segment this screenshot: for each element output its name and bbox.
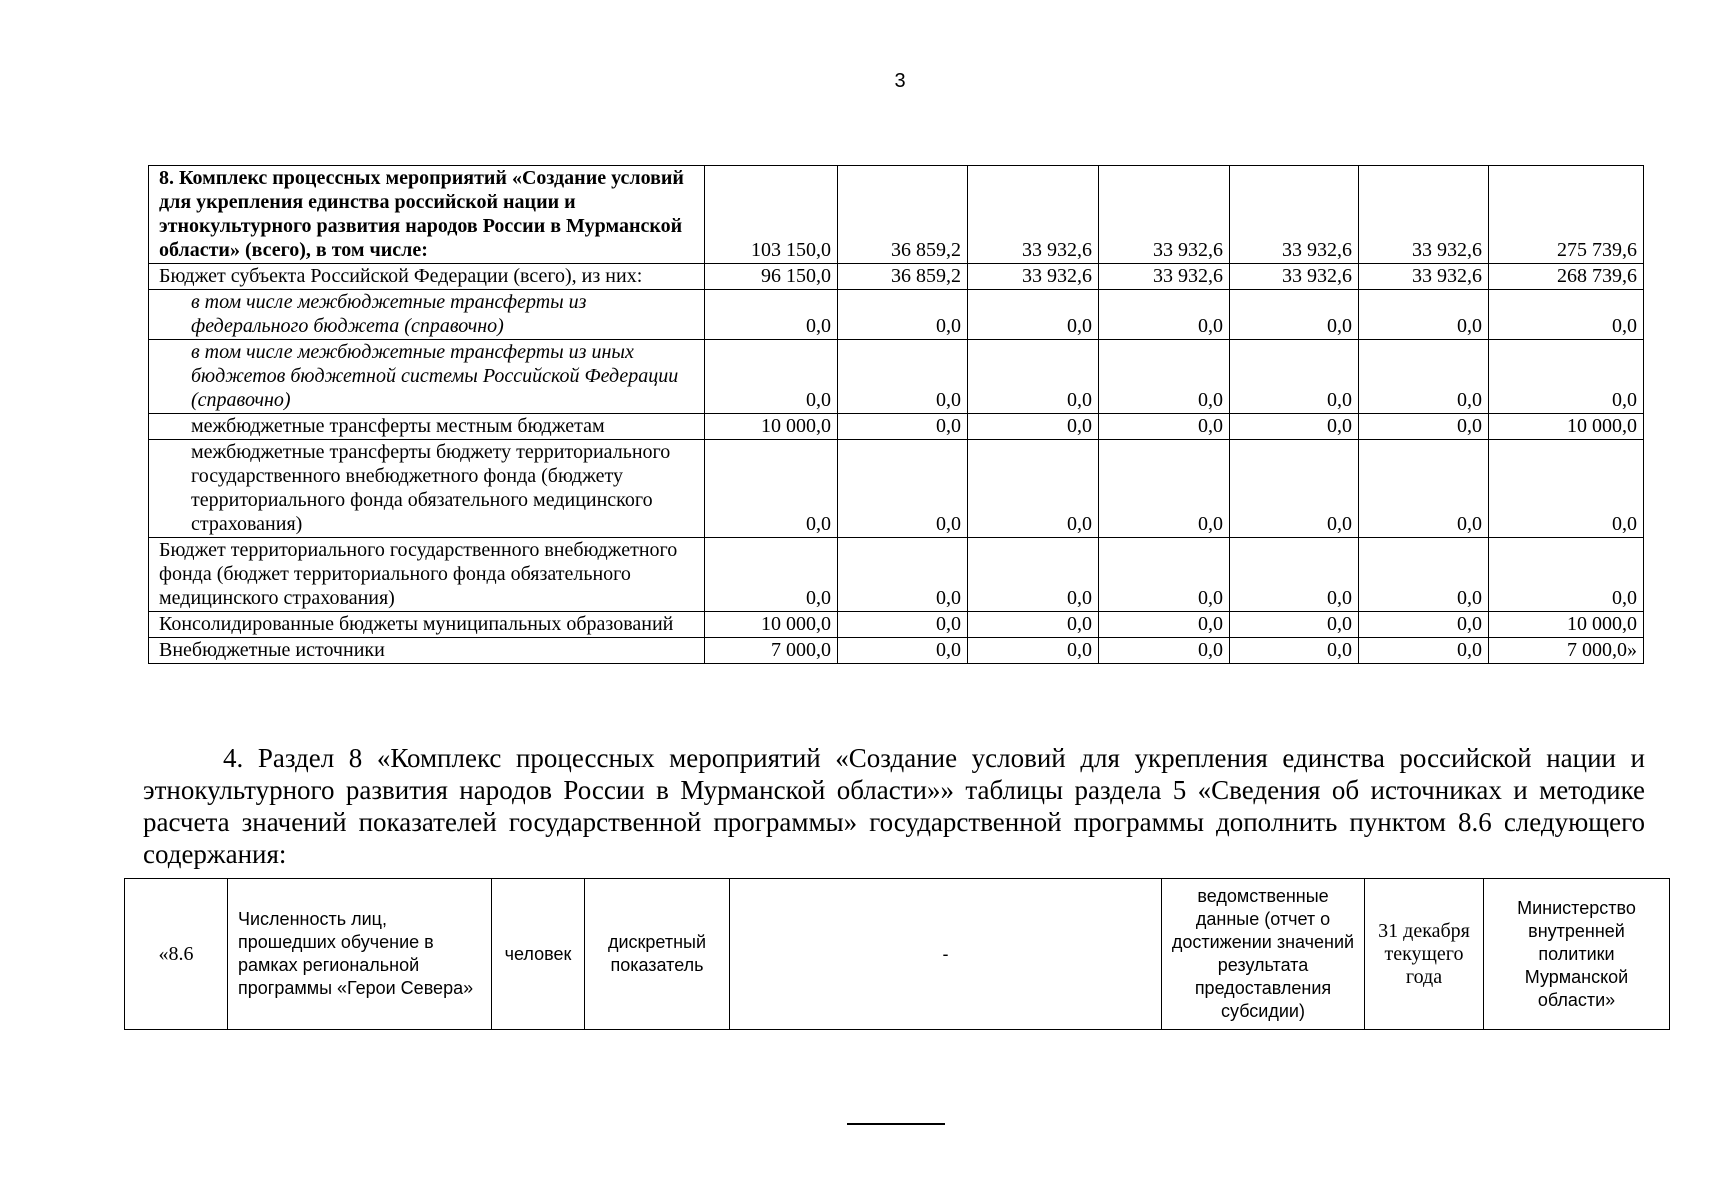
- budget-row-extrabudgetary: [149, 638, 1644, 664]
- value-cell: 0,0: [705, 290, 838, 340]
- value-cell: 10 000,0: [705, 612, 838, 638]
- indicator-number: «8.6: [125, 879, 228, 1030]
- value-cell: 33 932,6: [1230, 264, 1359, 290]
- value-cell: 0,0: [1489, 538, 1644, 612]
- value-cell: 33 932,6: [1230, 166, 1359, 264]
- row-label: 8. Комплекс процессных мероприятий «Создание условий для укрепления единства российской нации и этнокультурного развития народов России в Мурманской области» (всего), в том числе:: [149, 166, 705, 264]
- value-cell: 0,0: [838, 638, 968, 664]
- value-cell: 0,0: [1230, 538, 1359, 612]
- value-cell: 0,0: [1099, 340, 1230, 414]
- budget-row-federal: [149, 290, 1644, 340]
- value-cell: 0,0: [1099, 414, 1230, 440]
- value-cell: 0,0: [1230, 612, 1359, 638]
- value-cell: 0,0: [1359, 538, 1489, 612]
- value-cell: 0,0: [1489, 440, 1644, 538]
- value-cell: 0,0: [968, 538, 1099, 612]
- indicator-method: -: [730, 879, 1162, 1030]
- budget-row-total: [149, 166, 1644, 264]
- value-cell: 0,0: [1099, 612, 1230, 638]
- value-cell: 33 932,6: [1359, 264, 1489, 290]
- row-label: Бюджет субъекта Российской Федерации (всего), из них:: [149, 264, 705, 290]
- value-cell: 0,0: [1230, 340, 1359, 414]
- value-cell: 0,0: [1099, 440, 1230, 538]
- value-cell: 7 000,0: [705, 638, 838, 664]
- value-cell: 0,0: [705, 340, 838, 414]
- value-cell: 0,0: [1359, 612, 1489, 638]
- value-cell: 0,0: [838, 414, 968, 440]
- value-cell: 275 739,6: [1489, 166, 1644, 264]
- page-number: 3: [894, 70, 906, 92]
- value-cell: 33 932,6: [1099, 166, 1230, 264]
- value-cell: 0,0: [1489, 340, 1644, 414]
- value-cell: 33 932,6: [968, 264, 1099, 290]
- indicator-responsible: Министерство внутренней политики Мурманской области»: [1484, 879, 1670, 1030]
- value-cell: 0,0: [1359, 440, 1489, 538]
- row-label: Внебюджетные источники: [149, 638, 705, 664]
- row-label: межбюджетные трансферты местным бюджетам: [149, 414, 705, 440]
- value-cell: 0,0: [1099, 538, 1230, 612]
- indicator-name: Численность лиц, прошедших обучение в рамках региональной программы «Герои Севера»: [228, 879, 492, 1030]
- value-cell: 0,0: [1230, 638, 1359, 664]
- value-cell: 33 932,6: [1099, 264, 1230, 290]
- budget-row-fund-transfers: [149, 440, 1644, 538]
- value-cell: 0,0: [1359, 414, 1489, 440]
- value-cell: 0,0: [1230, 290, 1359, 340]
- row-label: в том числе межбюджетные трансферты из федерального бюджета (справочно): [149, 290, 705, 340]
- value-cell: 0,0: [968, 290, 1099, 340]
- indicator-date: 31 декабря текущего года: [1365, 879, 1484, 1030]
- budget-row-municipal: [149, 612, 1644, 638]
- value-cell: 0,0: [705, 440, 838, 538]
- value-cell: 0,0: [968, 638, 1099, 664]
- indicator-unit: человек: [492, 879, 585, 1030]
- value-cell: 36 859,2: [838, 166, 968, 264]
- indicator-source: ведомственные данные (отчет о достижении значений результата предоставления субсидии): [1162, 879, 1365, 1030]
- value-cell: 0,0: [1359, 340, 1489, 414]
- value-cell: 0,0: [968, 414, 1099, 440]
- indicator-row: [125, 879, 1670, 1030]
- budget-row-local: [149, 414, 1644, 440]
- value-cell: 0,0: [1230, 414, 1359, 440]
- row-label: межбюджетные трансферты бюджету территориального государственного внебюджетного фонда (бюджету территориального фонда обязательного медицинского страхования): [149, 440, 705, 538]
- row-label: Бюджет территориального государственного внебюджетного фонда (бюджет территориального фонда обязательного медицинского страхования): [149, 538, 705, 612]
- value-cell: 103 150,0: [705, 166, 838, 264]
- footer-divider: [847, 1123, 945, 1125]
- value-cell: 0,0: [1359, 638, 1489, 664]
- value-cell: 268 739,6: [1489, 264, 1644, 290]
- value-cell: 7 000,0»: [1489, 638, 1644, 664]
- value-cell: 0,0: [968, 340, 1099, 414]
- value-cell: 0,0: [968, 440, 1099, 538]
- value-cell: 10 000,0: [1489, 414, 1644, 440]
- value-cell: 0,0: [1359, 290, 1489, 340]
- value-cell: 0,0: [838, 538, 968, 612]
- value-cell: 96 150,0: [705, 264, 838, 290]
- value-cell: 0,0: [968, 612, 1099, 638]
- value-cell: 0,0: [705, 538, 838, 612]
- budget-table: [148, 165, 1644, 664]
- value-cell: 36 859,2: [838, 264, 968, 290]
- indicator-type: дискретный показатель: [585, 879, 730, 1030]
- value-cell: 0,0: [1489, 290, 1644, 340]
- value-cell: 0,0: [838, 612, 968, 638]
- value-cell: 0,0: [838, 290, 968, 340]
- value-cell: 33 932,6: [1359, 166, 1489, 264]
- value-cell: 10 000,0: [1489, 612, 1644, 638]
- budget-row-fund-budget: [149, 538, 1644, 612]
- row-label: Консолидированные бюджеты муниципальных образований: [149, 612, 705, 638]
- amendment-paragraph: 4. Раздел 8 «Комплекс процессных мероприятий «Создание условий для укрепления единства российской нации и этнокультурного развития народов России в Мурманской области»» таблицы раздела 5 «Сведения об источниках и методике расчета значений показателей государственной программы» государственной программы дополнить пунктом 8.6 следующего содержания:: [143, 743, 1645, 869]
- budget-row-subject: [149, 264, 1644, 290]
- value-cell: 0,0: [838, 440, 968, 538]
- value-cell: 0,0: [1099, 290, 1230, 340]
- row-label: в том числе межбюджетные трансферты из иных бюджетов бюджетной системы Российской Федерации (справочно): [149, 340, 705, 414]
- value-cell: 0,0: [1230, 440, 1359, 538]
- value-cell: 0,0: [1099, 638, 1230, 664]
- budget-row-other-budgets: [149, 340, 1644, 414]
- value-cell: 0,0: [838, 340, 968, 414]
- indicator-table: [124, 878, 1670, 1030]
- value-cell: 10 000,0: [705, 414, 838, 440]
- value-cell: 33 932,6: [968, 166, 1099, 264]
